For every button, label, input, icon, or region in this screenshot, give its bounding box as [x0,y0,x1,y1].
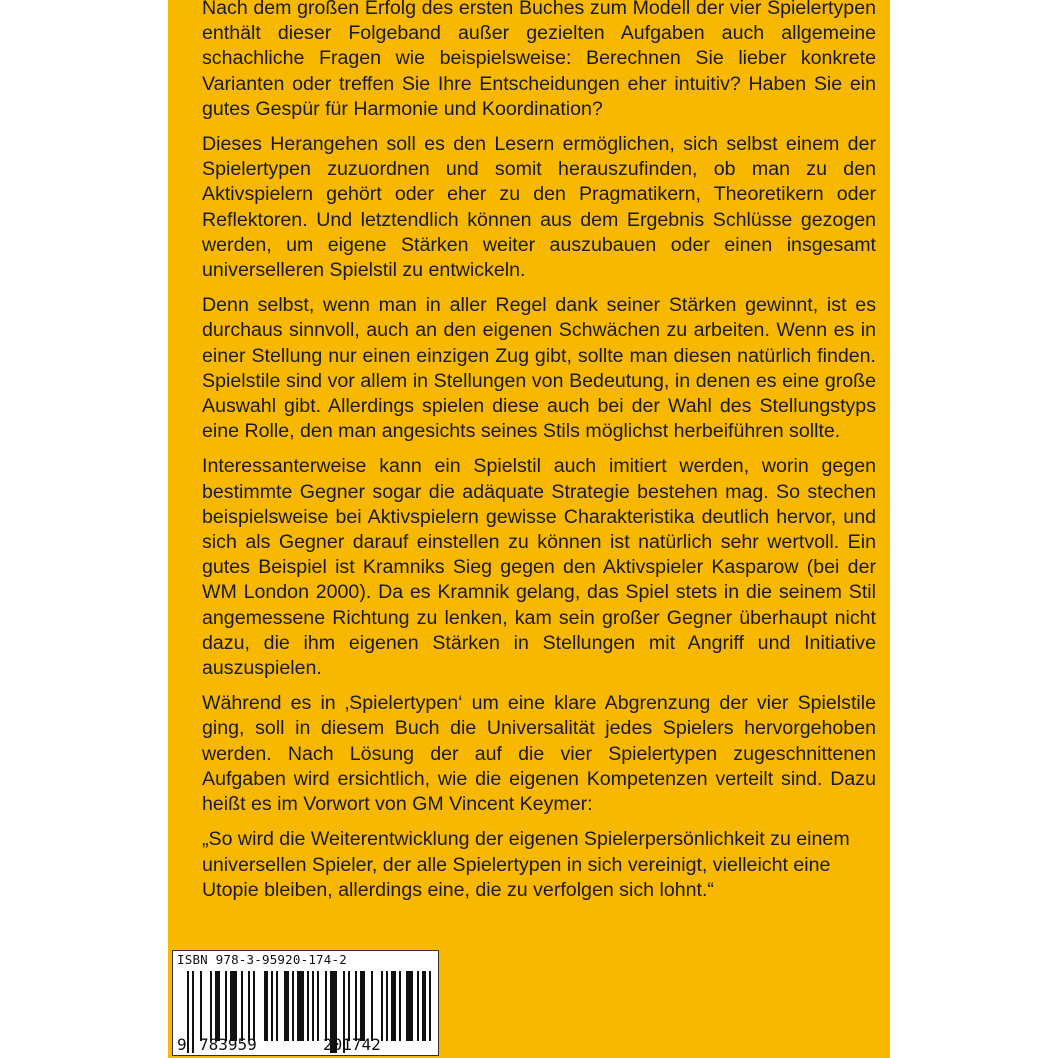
barcode-bar [230,971,237,1041]
paragraph-1: Nach dem großen Erfolg des ersten Buches zum Modell der vier Spielertypen enthält dieser Folgeband außer gezielten Aufgaben auch allgemeine schachliche Fragen wie beispielsweise: Berechnen Sie lieber konkrete Varianten oder treffen Sie Ihre Entscheidungen eher intuitiv? Haben Sie ein gutes Gespür für Harmonie und Koordination? [202,0,876,120]
isbn-barcode [172,950,439,1056]
barcode-bar [248,971,250,1041]
back-cover [168,0,890,1058]
barcode-bar [429,971,431,1041]
barcode-digit-group-2: 201742 [323,1035,381,1054]
barcode-bar [406,971,413,1041]
isbn-label: ISBN 978-3-95920-174-2 [177,952,347,967]
barcode-bar [391,971,396,1041]
barcode-bar [241,971,243,1041]
paragraph-3: Denn selbst, wenn man in aller Regel dank seiner Stärken gewinnt, ist es durchaus sinnvoll, auch an den eigenen Schwächen zu arbeiten. Wenn es in einer Stellung nur einen einzigen Zug gibt, sollte man diesen natürlich finden. Spielstile sind vor allem in Stellungen von Bedeutung, in denen es eine große Auswahl gibt. Allerdings spielen diese auch bei der Wahl des Stellungstyps eine Rolle, den man angesichts seines Stils möglichst herbeiführen sollte. [202,294,876,443]
quote-paragraph: „So wird die Weiterentwicklung der eigenen Spielerpersönlichkeit zu einem universellen Spieler, der alle Spielertypen in sich vereinigt, vielleicht eine Utopie bleiben, allerdings eine, die zu verfolgen sich lohnt.“ [202,828,850,901]
barcode-bar [200,971,202,1041]
barcode-bar [276,971,278,1041]
barcode-bar [381,971,383,1041]
barcode-bar [284,971,289,1041]
barcode-bar [325,971,327,1041]
barcode-bar [225,971,227,1041]
barcode-bar [307,971,309,1041]
barcode-bar [348,971,350,1041]
barcode-digit-lead: 9 [177,1035,187,1054]
paragraph-4: Interessanterweise kann ein Spielstil auch imitiert werden, worin gegen bestimmte Gegner sogar die adäquate Strategie bestehen mag. So stechen beispielsweise bei Aktivspielern gewisse Charakteristika deutlich hervor, und sich als Gegner darauf einstellen zu können ist natürlich sehr wertvoll. Ein gutes Beispiel ist Kramniks Sieg gegen den Aktivspieler Kasparow (bei der WM London 2000). Da es Kramnik gelang, das Spiel stets in die seinem Stil angemessene Richtung zu lenken, kam sein großer Gegner überhaupt nicht dazu, die ihm eigenen Stärken in Stellungen mit Angriff und Initiative auszuspielen. [202,455,876,680]
barcode-bar [215,971,220,1041]
barcode-bar [271,971,273,1041]
barcode-bar [422,971,427,1041]
blurb-text [202,0,876,913]
barcode-bar [312,971,314,1041]
barcode-digit-group-1: 783959 [199,1035,257,1054]
barcode-bar [399,971,401,1041]
barcode-bar [386,971,388,1041]
barcode-bar [355,971,357,1041]
barcode-bar [264,971,269,1041]
barcode-bars [187,971,433,1041]
barcode-bar [417,971,419,1041]
barcode-bar [297,971,304,1041]
barcode-bar [317,971,319,1041]
barcode-bar [371,971,373,1041]
barcode-bar [292,971,294,1041]
barcode-bar [210,971,212,1041]
paragraph-2: Dieses Herangehen soll es den Lesern ermöglichen, sich selbst einem der Spielertypen zuzuordnen und somit herauszufinden, ob man zu den Aktivspielern gehört oder eher zu den Pragmatikern, Theoretikern oder Reflektoren. Und letztendlich können aus dem Ergebnis Schlüsse gezogen werden, um eigene Stärken weiter auszubauen oder einen insgesamt universelleren Spielstil zu entwickeln. [202,133,876,282]
paragraph-5: Während es in ‚Spielertypen‘ um eine klare Abgrenzung der vier Spielstile ging, soll in diesem Buch die Universalität jedes Spielers hervorgehoben werden. Nach Lösung der auf die vier Spielertypen zugeschnittenen Aufgaben wird ersichtlich, wie die eigenen Kompetenzen verteilt sind. Dazu heißt es im Vorwort von GM Vincent Keymer: [202,692,876,816]
barcode-bar [360,971,365,1041]
barcode-digits [173,1035,440,1055]
barcode-bar [253,971,255,1041]
